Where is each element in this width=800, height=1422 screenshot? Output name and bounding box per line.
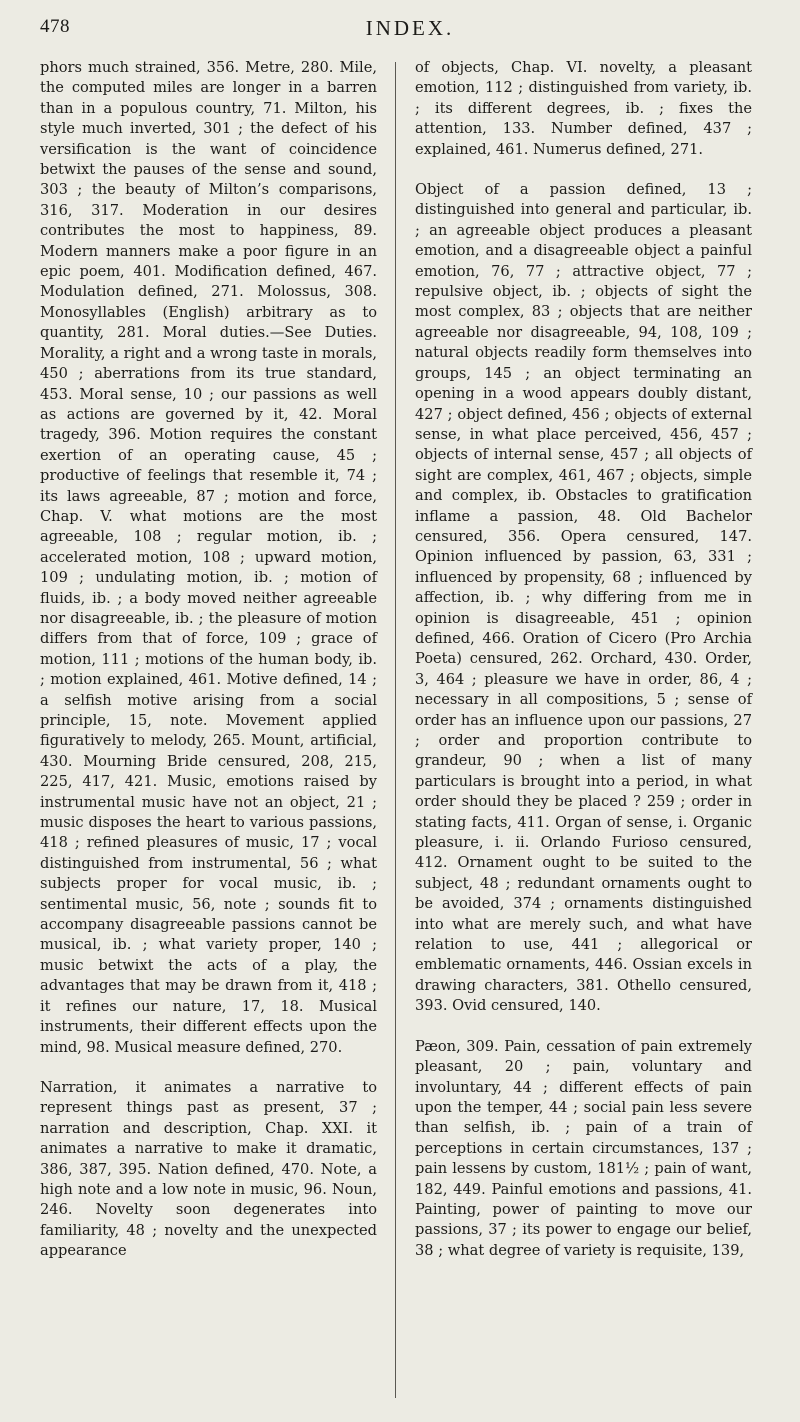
running-head: INDEX.: [365, 16, 455, 40]
paragraph-gap: [415, 160, 752, 180]
column-divider: [395, 62, 396, 1398]
right-column: [415, 58, 752, 1261]
index-paragraph-m: phors much strained, 356. Metre, 280. Mile, the computed miles are longer in a barren than in a populous country, 71. Milton, his style much inverted, 301 ; the defect of his versification is the want of coincidence betwixt the pauses of the sense and sound, 303 ; the beauty of Milton’s comparisons, 316, 317. Moderation in our desires contributes the most to happiness, 89. Modern manners make a poor figure in an epic poem, 401. Modification defined, 467. Modulation defined, 271. Molossus, 308. Monosyllables (English) arbitrary as to quantity, 281. Moral duties.—See Duties. Morality, a right and a wrong taste in morals, 450 ; aberrations from its true standard, 453. Moral sense, 10 ; our passions as well as actions are governed by it, 42. Moral tragedy, 396. Motion requires the constant exertion of an operating cause, 45 ; productive of feelings that resemble it, 74 ; its laws agreeable, 87 ; motion and force, Chap. V. what motions are the most agreeable, 108 ; regular motion, ib. ; accelerated motion, 108 ; upward motion, 109 ; undulating motion, ib. ; motion of fluids, ib. ; a body moved neither agreeable nor disagreeable, ib. ; the pleasure of motion differs from that of force, 109 ; grace of motion, 111 ; motions of the human body, ib. ; motion explained, 461. Motive defined, 14 ; a selfish motive arising from a social principle, 15, note. Movement applied figuratively to melody, 265. Mount, artificial, 430. Mourning Bride censured, 208, 215, 225, 417, 421. Music, emotions raised by instrumental music have not an object, 21 ; music disposes the heart to various passions, 418 ; refined pleasures of music, 17 ; vocal distinguished from instrumental, 56 ; what subjects proper for vocal music, ib. ; sentimental music, 56, note ; sounds fit to accompany disagreeable passions cannot be musical, ib. ; what variety proper, 140 ; music betwixt the acts of a play, the advantages that may be drawn from it, 418 ; it refines our nature, 17, 18. Musical instruments, their different effects upon the mind, 98. Musical measure defined, 270.: [40, 59, 377, 1056]
paragraph-gap: [415, 1017, 752, 1037]
left-column: [40, 58, 377, 1262]
page-header: [40, 16, 780, 46]
index-paragraph-n: Narration, it animates a narrative to represent things past as present, 37 ; narration and description, Chap. XXI. it animates a narrative to make it dramatic, 386, 387, 395. Nation defined, 470. Note, a high note and a low note in music, 96. Noun, 246. Novelty soon degenerates into familiarity, 48 ; novelty and the unexpected appearance: [40, 1078, 377, 1260]
index-paragraph-n-cont: of objects, Chap. VI. novelty, a pleasant emotion, 112 ; distinguished from variety, ib. ; its different degrees, ib. ; fixes the attention, 133. Number defined, 437 ; explained, 461. Numerus defined, 271.: [415, 59, 752, 158]
index-paragraph-p: Pæon, 309. Pain, cessation of pain extremely pleasant, 20 ; pain, voluntary and involuntary, 44 ; different effects of pain upon the temper, 44 ; social pain less severe than selfish, ib. ; pain of a train of perceptions in certain circumstances, 137 ; pain lessens by custom, 181½ ; pain of want, 182, 449. Painful emotions and passions, 41. Painting, power of painting to move our passions, 37 ; its power to engage our belief, 38 ; what degree of variety is requisite, 139,: [415, 1037, 752, 1259]
index-paragraph-o: Object of a passion defined, 13 ; distinguished into general and particular, ib. ; an agreeable object produces a pleasant emotion, and a disagreeable object a painful emotion, 76, 77 ; attractive object, 77 ; repulsive object, ib. ; objects of sight the most complex, 83 ; objects that are neither agreeable nor disagreeable, 94, 108, 109 ; natural objects readily form themselves into groups, 145 ; an object terminating an opening in a wood appears doubly distant, 427 ; object defined, 456 ; objects of external sense, in what place perceived, 456, 457 ; objects of internal sense, 457 ; all objects of sight are complex, 461, 467 ; objects, simple and complex, ib. Obstacles to gratification inflame a passion, 48. Old Bachelor censured, 356. Opera censured, 147. Opinion influenced by passion, 63, 331 ; influenced by propensity, 68 ; influenced by affection, ib. ; why differing from me in opinion is disagreeable, 451 ; opinion defined, 466. Oration of Cicero (Pro Archia Poeta) censured, 262. Orchard, 430. Order, 3, 464 ; pleasure we have in order, 86, 4 ; necessary in all compositions, 5 ; sense of order has an influence upon our passions, 27 ; order and proportion contribute to grandeur, 90 ; when a list of many particulars is brought into a period, in what order should they be placed ? 259 ; order in stating facts, 411. Organ of sense, i. Organic pleasure, i. ii. Orlando Furioso censured, 412. Ornament ought to be suited to the subject, 48 ; redundant ornaments ought to be avoided, 374 ; ornaments distinguished into what are merely such, and what have relation to use, 441 ; allegorical or emblematic ornaments, 446. Ossian excels in drawing characters, 381. Othello censured, 393. Ovid censured, 140.: [415, 181, 752, 1015]
paragraph-gap: [40, 1058, 377, 1078]
page-number: 478: [40, 16, 70, 37]
